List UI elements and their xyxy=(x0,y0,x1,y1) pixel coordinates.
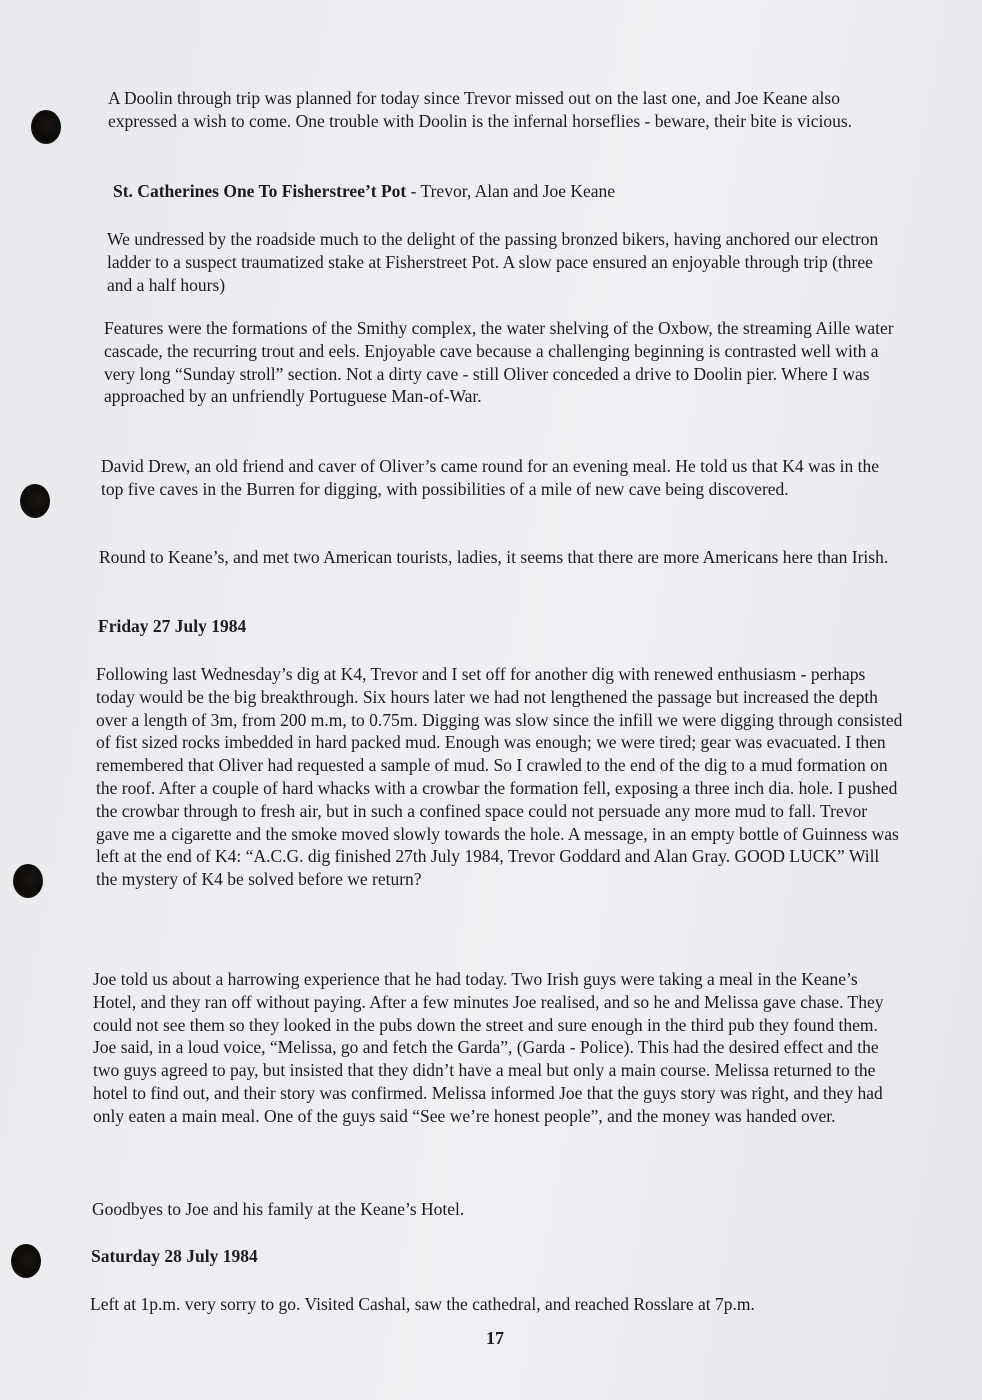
paragraph: Left at 1p.m. very sorry to go. Visited Cashal, saw the cathedral, and reached Rosslare at 7p.m. xyxy=(90,1294,755,1314)
section-heading xyxy=(113,180,893,203)
punch-hole xyxy=(11,1244,41,1278)
heading-title: St. Catherines One To Fisherstree’t Pot xyxy=(113,181,407,201)
paragraph: Round to Keane’s, and met two American tourists, ladies, it seems that there are more Americans here than Irish. xyxy=(99,547,889,567)
heading-participants: - Trevor, Alan and Joe Keane xyxy=(406,181,616,201)
date-heading: Saturday 28 July 1984 xyxy=(91,1246,258,1266)
paragraph: We undressed by the roadside much to the delight of the passing bronzed bikers, having anchored our electron ladder to a suspect traumatized stake at Fisherstreet Pot. A slow pace ensured an enjoyable through trip (three and a half hours) xyxy=(107,229,879,295)
punch-hole xyxy=(20,484,50,518)
paragraph: Features were the formations of the Smithy complex, the water shelving of the Oxbow, the streaming Aille water cascade, the recurring trout and eels. Enjoyable cave because a challenging beginning is contrasted well with a very long “Sunday stroll” section. Not a dirty cave - still Oliver conceded a drive to Doolin pier. Where I was approached by an unfriendly Portuguese Man-of-War. xyxy=(104,318,894,407)
punch-hole xyxy=(13,864,43,898)
punch-hole xyxy=(31,110,61,144)
paragraph: Goodbyes to Joe and his family at the Keane’s Hotel. xyxy=(92,1199,465,1219)
paragraph: A Doolin through trip was planned for today since Trevor missed out on the last one, and Joe Keane also expressed a wish to come. One trouble with Doolin is the infernal horseflies - beware, their bite is vicious. xyxy=(108,88,853,131)
paragraph: David Drew, an old friend and caver of Oliver’s came round for an evening meal. He told us that K4 was in the top five caves in the Burren for digging, with possibilities of a mile of new cave being discovered. xyxy=(101,456,880,499)
paragraph: Joe told us about a harrowing experience that he had today. Two Irish guys were taking a meal in the Keane’s Hotel, and they ran off without paying. After a few minutes Joe realised, and so he and Melissa gave chase. They could not see them so they looked in the pubs down the street and sure enough in the third pub they found them. Joe said, in a loud voice, “Melissa, go and fetch the Garda”, (Garda - Police). This had the desired effect and the two guys agreed to pay, but insisted that they didn’t have a meal but only a main course. Melissa returned to the hotel to find out, and their story was confirmed. Melissa informed Joe that the guys story was right, and they had only eaten a main meal. One of the guys said “See we’re honest people”, and the money was handed over. xyxy=(93,969,884,1126)
page-number: 17 xyxy=(486,1328,504,1348)
date-heading: Friday 27 July 1984 xyxy=(98,616,247,636)
paragraph: Following last Wednesday’s dig at K4, Trevor and I set off for another dig with renewed enthusiasm - perhaps today would be the big breakthrough. Six hours later we had not lengthened the passage but increased the depth over a length of 3m, from 200 m.m, to 0.75m. Digging was slow since the infill we were digging through consisted of fist sized rocks imbedded in hard packed mud. Enough was enough; we were tired; gear was evacuated. I then remembered that Oliver had requested a sample of mud. So I crawled to the end of the dig to a mud formation on the roof. After a couple of hard whacks with a crowbar the formation fell, exposing a three inch dia. hole. I pushed the crowbar through to fresh air, but in such a confined space could not persuade any more mud to fall. Trevor gave me a cigarette and the smoke moved slowly towards the hole. A message, in an empty bottle of Guinness was left at the end of K4: “A.C.G. dig finished 27th July 1984, Trevor Goddard and Alan Gray. GOOD LUCK” Will the mystery of K4 be solved before we return? xyxy=(96,664,903,890)
